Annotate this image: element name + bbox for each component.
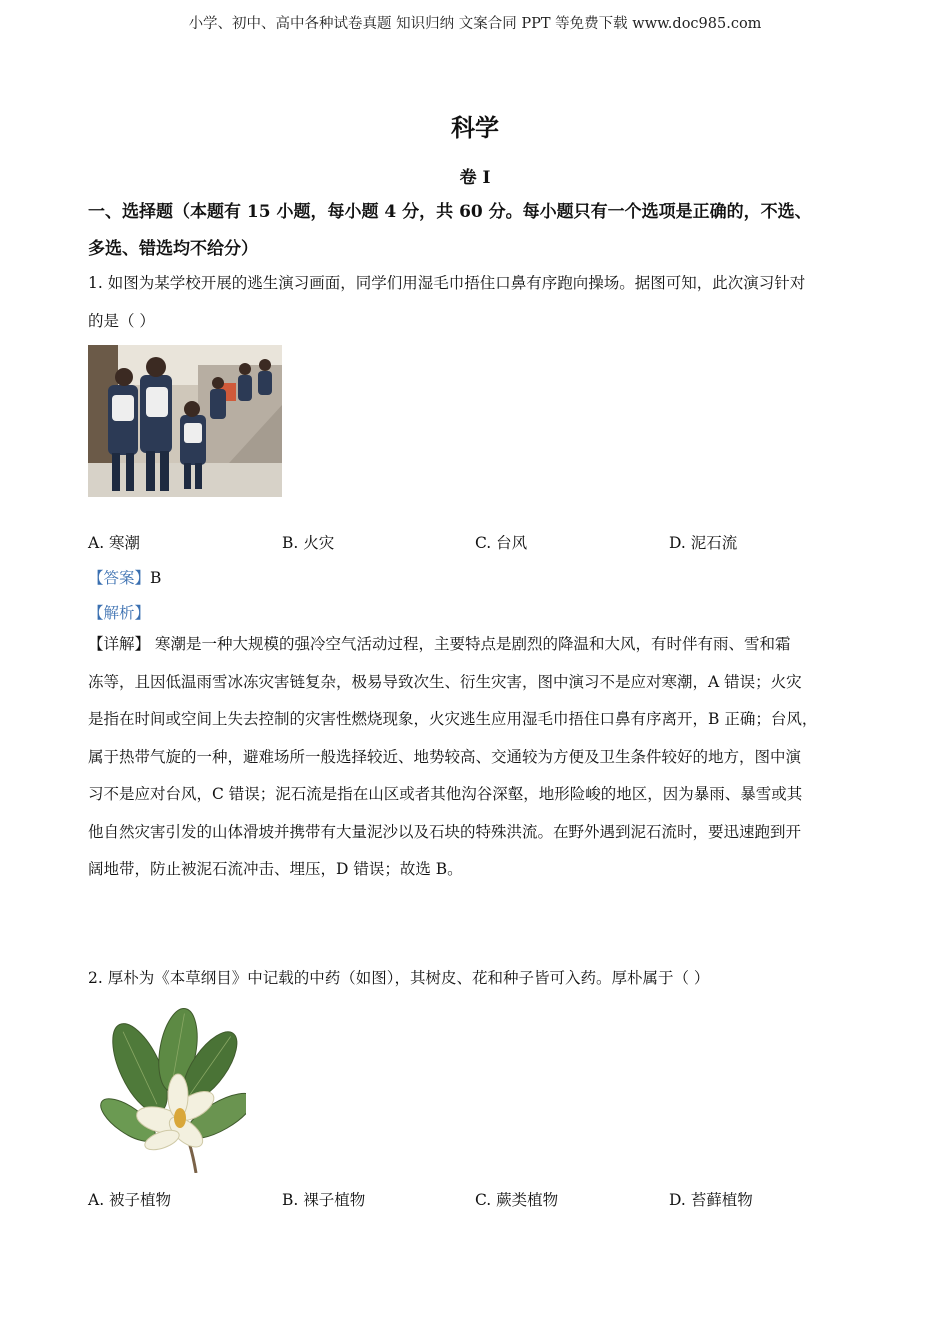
q2-option-a: A. 被子植物 bbox=[88, 1191, 172, 1209]
answer-value: B bbox=[150, 569, 162, 587]
q1-detail-line4: 属于热带气旋的一种，避难场所一般选择较近、地势较高、交通较为方便及卫生条件较好的地方，图中演 bbox=[88, 748, 802, 766]
page-title: 科学 bbox=[451, 113, 499, 142]
q1-detail-line3: 是指在时间或空间上失去控制的灾害性燃烧现象，火灾逃生应用湿毛巾捂住口鼻有序离开，B 正确；台风， bbox=[88, 710, 818, 728]
paper-subtitle: 卷 I bbox=[459, 168, 491, 188]
analysis-label: 【解析】 bbox=[88, 604, 151, 622]
page-header: 小学、初中、高中各种试卷真题 知识归纳 文案合同 PPT 等免费下载 www.doc985.com bbox=[188, 16, 762, 32]
q1-detail-line2: 冻等，且因低温雨雪冰冻灾害链复杂，极易导致次生、衍生灾害，图中演习不是应对寒潮，A 错误；火灾 bbox=[88, 673, 802, 691]
q1-detail-line6: 他自然灾害引发的山体滑坡并携带有大量泥沙以及石块的特殊洪流。在野外遇到泥石流时，要迅速跑到开 bbox=[88, 823, 802, 841]
q1-option-c: C. 台风 bbox=[475, 534, 528, 552]
detail-text-1: 寒潮是一种大规模的强冷空气活动过程，主要特点是剧烈的降温和大风，有时伴有雨、雪和霜 bbox=[150, 635, 791, 653]
q2-option-b: B. 裸子植物 bbox=[282, 1191, 366, 1209]
q1-answer bbox=[88, 566, 161, 588]
section-heading-line2: 多选、错选均不给分） bbox=[88, 239, 258, 259]
q1-option-b: B. 火灾 bbox=[282, 534, 335, 552]
answer-label: 【答案】 bbox=[88, 569, 151, 587]
q1-detail-line7: 阔地带，防止被泥石流冲击、埋压，D 错误；故选 B。 bbox=[88, 860, 463, 878]
question-1-line2: 的是（ ） bbox=[88, 312, 155, 330]
q1-option-a: A. 寒潮 bbox=[88, 534, 141, 552]
detail-label: 【详解】 bbox=[88, 635, 151, 653]
q2-option-d: D. 苔藓植物 bbox=[669, 1191, 753, 1209]
q1-detail-line5: 习不是应对台风，C 错误；泥石流是指在山区或者其他沟谷深壑，地形险峻的地区，因为暴雨、暴雪或其 bbox=[88, 785, 803, 803]
question-1-line1: 1. 如图为某学校开展的逃生演习画面，同学们用湿毛巾捂住口鼻有序跑向操场。据图可知，此次演习针对 bbox=[88, 274, 806, 292]
section-heading-line1: 一、选择题（本题有 15 小题，每小题 4 分，共 60 分。每小题只有一个选项是正确的，不选、 bbox=[88, 202, 812, 222]
q1-detail-line1 bbox=[88, 626, 863, 664]
evacuation-drill-photo bbox=[88, 345, 282, 497]
houpo-plant-illustration bbox=[100, 1008, 246, 1173]
q2-option-c: C. 蕨类植物 bbox=[475, 1191, 559, 1209]
q1-option-d: D. 泥石流 bbox=[669, 534, 738, 552]
question-2-line1: 2. 厚朴为《本草纲目》中记载的中药（如图），其树皮、花和种子皆可入药。厚朴属于（ ） bbox=[88, 969, 710, 987]
